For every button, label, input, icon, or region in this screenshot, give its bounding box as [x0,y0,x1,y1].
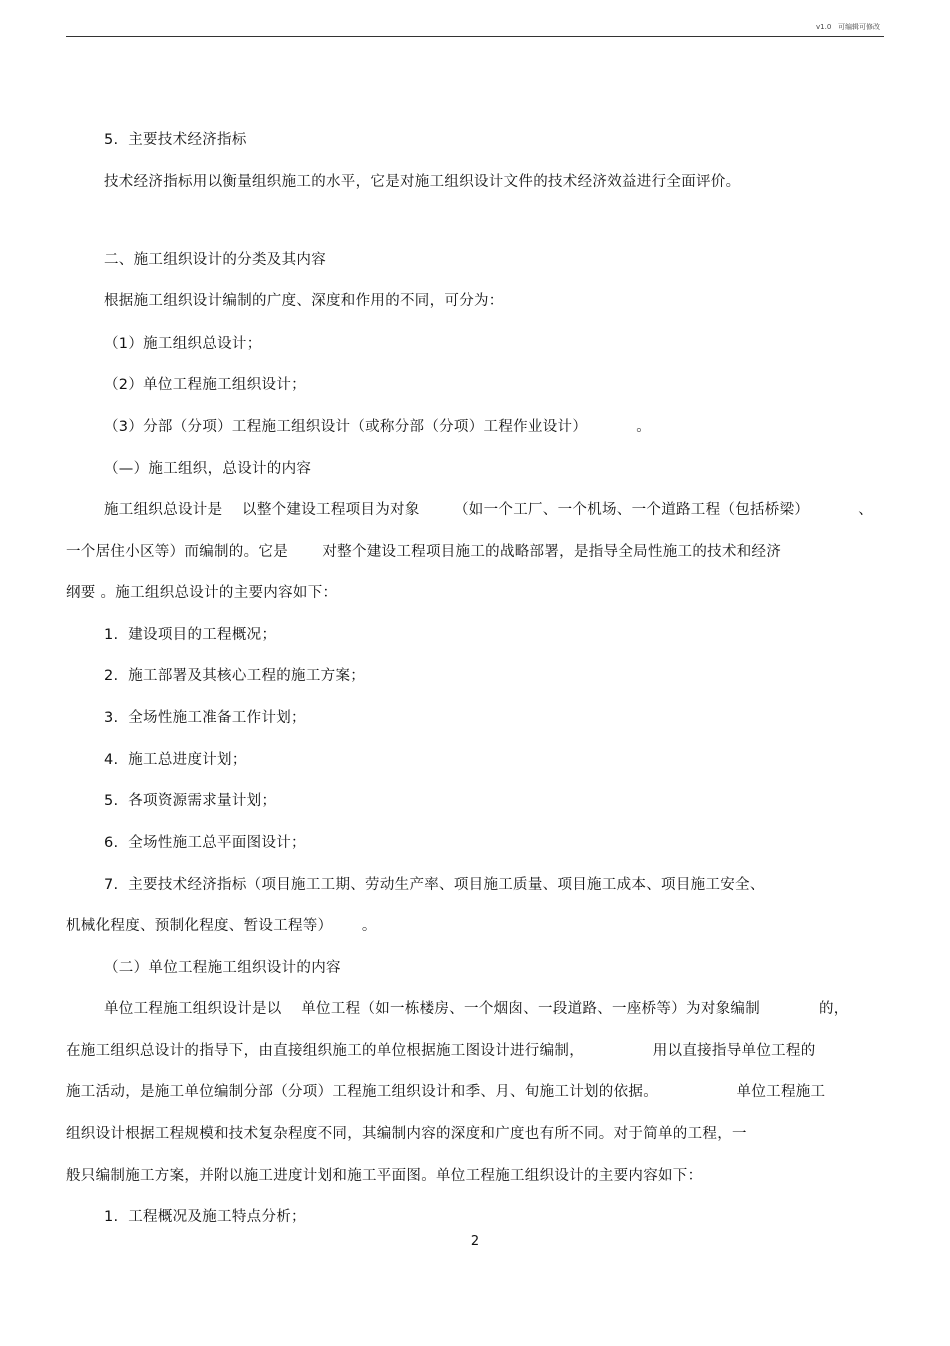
paragraph-line: 组织设计根据工程规模和技术复杂程度不同，其编制内容的深度和广度也有所不同。对于简单的工程，一 [66,1126,747,1142]
paragraph-line: 在施工组织总设计的指导下，由直接组织施工的单位根据施工图设计进行编制， 用以直接指导单位工程的 [66,1043,816,1059]
page-number: 2 [470,1234,480,1249]
header-editable-note: 可编辑可修改 [838,23,880,31]
list-item: 1. 建设项目的工程概况； [104,627,277,643]
paragraph-line: 单位工程施工组织设计是以 单位工程（如一栋楼房、一个烟囱、一段道路、一座桥等）为对象编制 的， [104,1001,849,1017]
paragraph-line: 一个居住小区等）而编制的。它是 对整个建设工程项目施工的战略部署，是指导全局性施工的技术和经济 [66,544,782,560]
list-item: 3. 全场性施工准备工作计划； [104,710,306,726]
list-item: 6. 全场性施工总平面图设计； [104,835,306,851]
paragraph-line: 纲要 。施工组织总设计的主要内容如下： [66,585,338,601]
list-item: 2. 施工部署及其核心工程的施工方案； [104,668,366,684]
paragraph-line: 技术经济指标用以衡量组织施工的水平，它是对施工组织设计文件的技术经济效益进行全面评价。 [104,174,741,190]
paragraph-line: 施工活动，是施工单位编制分部（分项）工程施工组织设计和季、月、旬施工计划的依据。 单位工程施工 [66,1084,826,1100]
subsection-heading-2: （二）单位工程施工组织设计的内容 [104,960,341,976]
header-version: v1.0 [816,23,832,31]
paragraph-line: 施工组织总设计是 以整个建设工程项目为对象 （如一个工厂、一个机场、一个道路工程（包括桥梁） 、 [104,502,874,518]
header-rule [66,36,884,37]
list-item: 7. 主要技术经济指标（项目施工工期、劳动生产率、项目施工质量、项目施工成本、项目施工安全、 [104,877,765,893]
list-item: 4. 施工总进度计划； [104,752,247,768]
header-note [816,22,880,32]
list-item: （1）施工组织总设计； [104,336,262,352]
paragraph-line: 般只编制施工方案，并附以施工进度计划和施工平面图。单位工程施工组织设计的主要内容如下： [66,1168,703,1184]
list-item: 1. 工程概况及施工特点分析； [104,1209,306,1225]
section-heading-5: 5. 主要技术经济指标 [104,132,247,148]
paragraph-line: 根据施工组织设计编制的广度、深度和作用的不同，可分为： [104,293,504,309]
subsection-heading-1: （—）施工组织，总设计的内容 [104,461,312,477]
list-item: 5. 各项资源需求量计划； [104,793,277,809]
list-item: （2）单位工程施工组织设计； [104,377,306,393]
section-heading-2: 二、施工组织设计的分类及其内容 [104,252,326,268]
list-item-continuation: 机械化程度、预制化程度、暂设工程等） 。 [66,918,377,934]
list-item: （3）分部（分项）工程施工组织设计（或称分部（分项）工程作业设计） 。 [104,419,652,435]
